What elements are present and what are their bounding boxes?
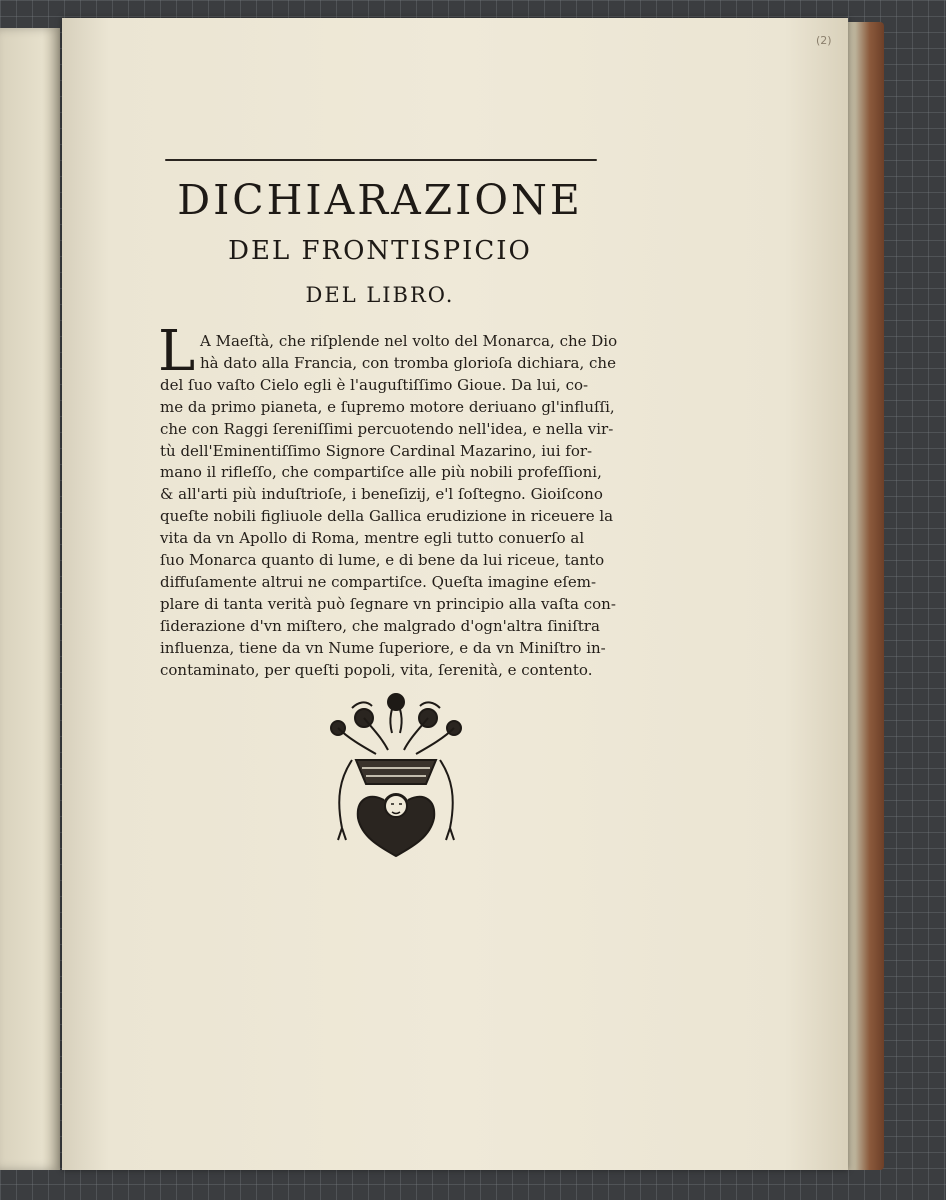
text-line: & all'arti più induſtrioſe, i beneſizij, e'l ſoſtegno. Gioiſcono — [160, 485, 603, 504]
text-line: del ſuo vaſto Cielo egli è l'auguſtiſſimo Gioue. Da lui, co- — [160, 375, 589, 394]
text-line: ſiderazione d'vn miſtero, che malgrado d'ogn'altra ſiniſtra — [160, 616, 600, 635]
facing-page-edge — [0, 28, 60, 1170]
text-line: contaminato, per queſti popoli, vita, ſerenità, e contento. — [160, 660, 593, 679]
text-line: ſuo Monarca quanto di lume, e di bene da lui riceue, tanto — [160, 551, 605, 570]
text-line: tù dell'Eminentiſſimo Signore Cardinal Mazarino, iui for- — [160, 441, 593, 460]
page-subtitle-secondary: DEL LIBRO. — [305, 283, 455, 307]
drop-cap-letter: L — [158, 319, 196, 384]
text-line: queſte nobili figliuole della Gallica erudizione in riceuere la — [160, 507, 614, 526]
text-line: me da primo pianeta, e ſupremo motore deriuano gl'influſſi, — [160, 397, 615, 416]
text-line: hà dato alla Francia, con tromba glorioſa dichiara, che — [200, 353, 616, 372]
page-subtitle: DEL FRONTISPICIO — [228, 236, 532, 266]
text-line: che con Raggi ſereniſſimi percuotendo nell'idea, e nella vir- — [160, 419, 614, 438]
body-paragraph — [160, 331, 620, 682]
text-line: plare di tanta verità può ſegnare vn principio alla vaſta con- — [160, 594, 616, 613]
text-line: vita da vn Apollo di Roma, mentre egli tutto conuerſo al — [160, 529, 585, 548]
text-line: influenza, tiene da vn Nume ſuperiore, e da vn Miniſtro in- — [160, 638, 606, 657]
text-line: diffuſamente altrui ne compartiſce. Queſta imagine eſem- — [160, 572, 597, 591]
header-rule — [165, 159, 597, 161]
page-title: DICHIARAZIONE — [177, 176, 583, 224]
page-number: (2) — [816, 34, 832, 47]
basket-of-flowers-ornament-icon — [322, 688, 470, 858]
text-line: mano il rifleſſo, che compartiſce alle più nobili profeſſioni, — [160, 463, 602, 482]
text-line: A Maeſtà, che riſplende nel volto del Monarca, che Dio — [200, 332, 618, 350]
